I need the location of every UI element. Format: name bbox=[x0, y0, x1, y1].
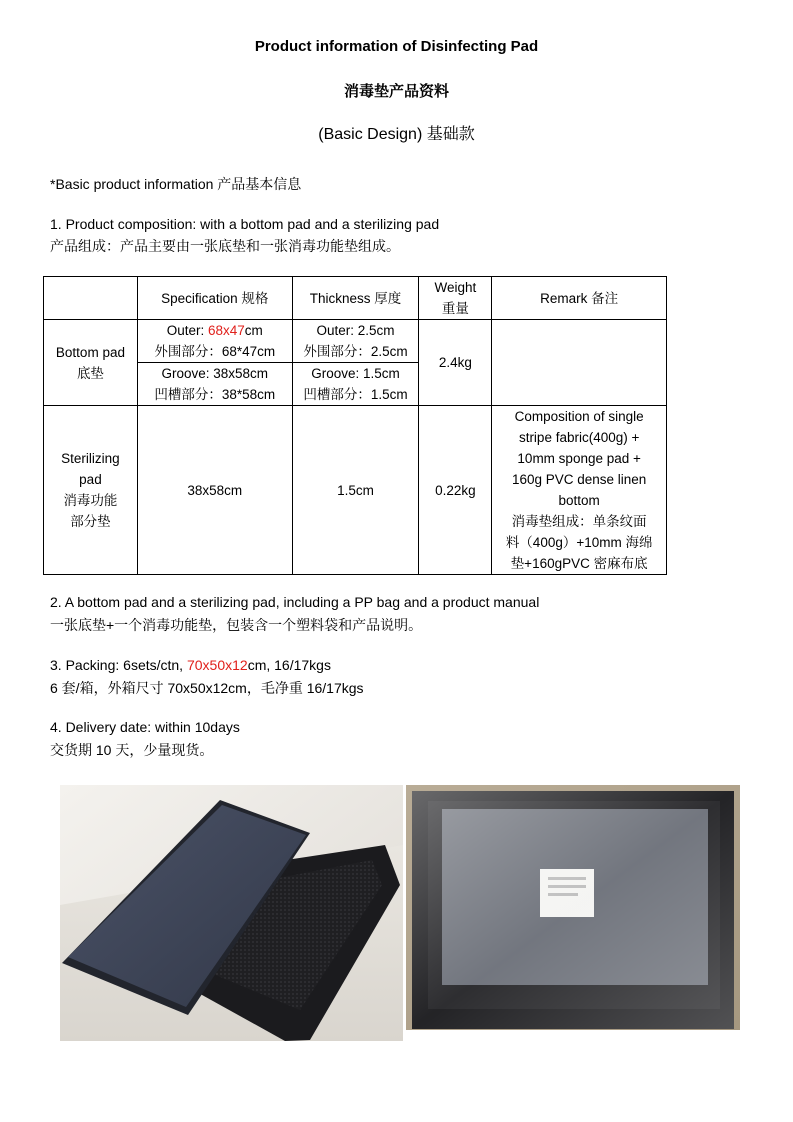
specification-table bbox=[43, 276, 667, 575]
sterilizing-pad-remark bbox=[492, 406, 667, 575]
remark-line: 消毒垫组成：单条纹面 bbox=[511, 514, 647, 529]
item3-cn: 6 套/箱，外箱尺寸 70x50x12cm，毛净重 16/17kgs bbox=[50, 680, 364, 696]
bottom-pad-outer-spec bbox=[137, 320, 292, 363]
bottom-pad-remark bbox=[492, 320, 667, 406]
outer-thickness-cn: 外围部分：2.5cm bbox=[303, 344, 408, 359]
item3-en-dimensions: 70x50x12 bbox=[186, 657, 248, 673]
item3-en-prefix: 3. Packing: 6sets/ctn, bbox=[50, 657, 187, 673]
remark-line: Composition of single bbox=[514, 409, 644, 424]
table-row bbox=[44, 406, 667, 575]
bottom-pad-weight: 2.4kg bbox=[419, 320, 492, 406]
remark-line: bottom bbox=[558, 493, 600, 508]
item2-cn: 一张底垫+一个消毒功能垫，包装含一个塑料袋和产品说明。 bbox=[50, 617, 423, 633]
bottom-pad-outer-thickness bbox=[292, 320, 419, 363]
item4-cn: 交货期 10 天，少量现货。 bbox=[50, 742, 214, 758]
product-photo-pads bbox=[60, 785, 403, 1041]
header-remark: Remark 备注 bbox=[492, 277, 667, 320]
item3-en-suffix: cm, 16/17kgs bbox=[247, 657, 331, 673]
item4-en: 4. Delivery date: within 10days bbox=[50, 719, 240, 735]
item3-en bbox=[50, 657, 331, 673]
sterilizing-pad-name-l1: Sterilizing bbox=[61, 451, 120, 466]
outer-spec-size: 68x47 bbox=[207, 323, 245, 338]
header-empty bbox=[44, 277, 138, 320]
header-spec: Specification 规格 bbox=[137, 277, 292, 320]
outer-spec-cn: 外围部分：68*47cm bbox=[154, 344, 276, 359]
groove-spec-cn: 凹槽部分：38*58cm bbox=[154, 387, 276, 402]
groove-thickness-cn: 凹槽部分：1.5cm bbox=[303, 387, 408, 402]
sterilizing-pad-thickness: 1.5cm bbox=[292, 406, 419, 575]
header-thickness: Thickness 厚度 bbox=[292, 277, 419, 320]
header-weight-cn: 重量 bbox=[441, 301, 469, 316]
header-weight bbox=[419, 277, 492, 320]
bottom-pad-groove-spec bbox=[137, 363, 292, 406]
table-header-row bbox=[44, 277, 667, 320]
bottom-pad-groove-thickness bbox=[292, 363, 419, 406]
sterilizing-pad-weight: 0.22kg bbox=[419, 406, 492, 575]
remark-line: 料（400g）+10mm 海绵 bbox=[505, 535, 653, 550]
remark-line: 垫+160gPVC 密麻布底 bbox=[510, 556, 648, 571]
remark-line: 160g PVC dense linen bbox=[511, 472, 647, 487]
bottom-pad-name bbox=[44, 320, 138, 406]
sterilizing-pad-name bbox=[44, 406, 138, 575]
bottom-pad-name-en: Bottom pad bbox=[55, 344, 125, 360]
header-weight-en: Weight bbox=[434, 280, 477, 295]
sterilizing-pad-name-cn-l2: 部分垫 bbox=[70, 514, 111, 529]
outer-spec-suffix: cm bbox=[244, 323, 263, 338]
item2-en: 2. A bottom pad and a sterilizing pad, including a PP bag and a product manual bbox=[50, 594, 540, 610]
remark-line: stripe fabric(400g) + bbox=[518, 430, 640, 445]
item1-en: 1. Product composition: with a bottom pad and a sterilizing pad bbox=[50, 216, 440, 232]
product-photo-packed bbox=[406, 785, 740, 1030]
basic-info-heading: *Basic product information 产品基本信息 bbox=[50, 176, 302, 192]
document-title-cn: 消毒垫产品资料 bbox=[343, 83, 449, 100]
document-subtitle: (Basic Design) 基础款 bbox=[318, 126, 475, 143]
outer-spec-en bbox=[140, 320, 290, 341]
outer-thickness-en: Outer: 2.5cm bbox=[316, 323, 395, 338]
groove-thickness-en: Groove: 1.5cm bbox=[311, 366, 400, 381]
sterilizing-pad-name-l2: pad bbox=[79, 472, 102, 487]
outer-spec-prefix: Outer: bbox=[166, 323, 208, 338]
groove-spec-en: Groove: 38x58cm bbox=[161, 366, 269, 381]
remark-line: 10mm sponge pad + bbox=[517, 451, 641, 466]
item1-cn: 产品组成：产品主要由一张底垫和一张消毒功能垫组成。 bbox=[50, 238, 400, 254]
sterilizing-pad-spec: 38x58cm bbox=[137, 406, 292, 575]
table-row bbox=[44, 320, 667, 363]
bottom-pad-name-cn: 底垫 bbox=[76, 365, 104, 381]
sterilizing-pad-name-cn-l1: 消毒功能 bbox=[63, 493, 118, 508]
document-title-en: Product information of Disinfecting Pad bbox=[254, 38, 539, 55]
